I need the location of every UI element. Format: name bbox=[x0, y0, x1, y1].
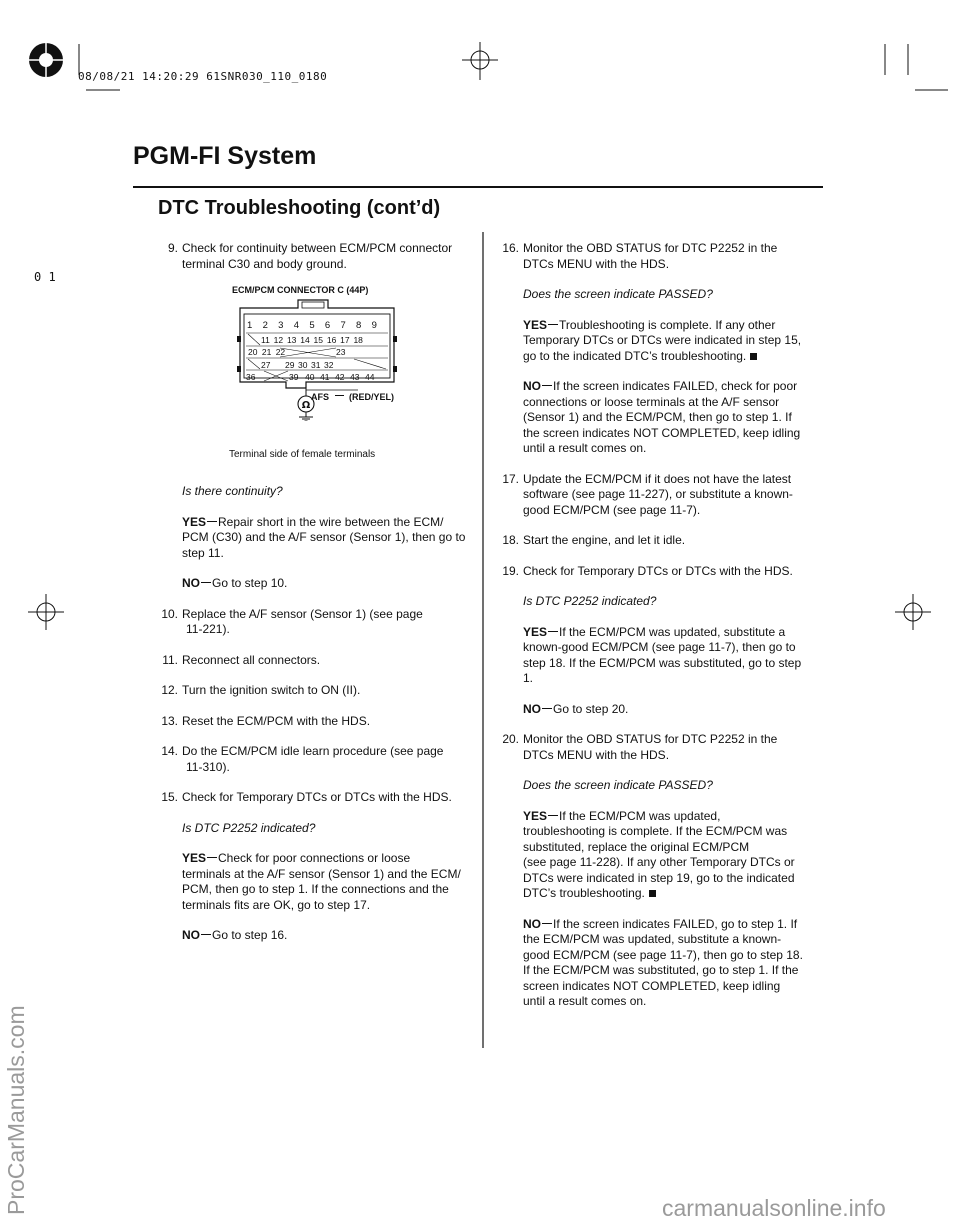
dash-icon bbox=[548, 324, 558, 325]
pin-number: 30 bbox=[298, 360, 308, 370]
print-stamp: 08/08/21 14:20:29 61SNR030_110_0180 bbox=[78, 70, 328, 83]
step-text: Reconnect all connectors. bbox=[182, 652, 321, 667]
answer-text: If the ECM/PCM was substituted, go to step 1. If the bbox=[523, 963, 799, 977]
pin-number: 9 bbox=[371, 320, 377, 331]
no-label: NO bbox=[523, 379, 541, 393]
step-text: DTCs MENU with the HDS. bbox=[523, 256, 670, 271]
pin-row-3 bbox=[248, 347, 360, 357]
answer-text: substituted, replace the original ECM/PCM bbox=[523, 839, 750, 854]
answer-text: troubleshooting is complete. If the ECM/PCM was bbox=[523, 824, 788, 838]
pin-number: 13 bbox=[286, 335, 297, 345]
step-text: 11-221). bbox=[186, 622, 230, 636]
dash-icon bbox=[207, 521, 217, 522]
step-10 bbox=[160, 607, 470, 638]
crosshair-icon bbox=[895, 594, 931, 630]
dash-icon bbox=[548, 631, 558, 632]
answer-text: step 18. If the ECM/PCM was substituted, go to step bbox=[523, 655, 802, 670]
step-text: Check for continuity between ECM/PCM connector bbox=[182, 241, 453, 255]
pin-number: 36 bbox=[246, 372, 256, 382]
question: Does the screen indicate PASSED? bbox=[523, 287, 713, 301]
pin-number: 20 bbox=[248, 347, 258, 357]
right-column bbox=[501, 241, 811, 1010]
no-label: NO bbox=[182, 576, 200, 590]
pin-number: 21 bbox=[261, 347, 272, 357]
pin-number: 16 bbox=[326, 335, 337, 345]
pin-number: 7 bbox=[340, 320, 346, 331]
pin-number: 12 bbox=[273, 335, 284, 345]
step-number: 17. bbox=[502, 471, 519, 486]
yes-branch bbox=[160, 851, 470, 913]
step-text: DTCs MENU with the HDS. bbox=[523, 747, 670, 762]
answer-text: Repair short in the wire between the ECM/ bbox=[218, 514, 444, 529]
step-text: good ECM/PCM (see page 11-7). bbox=[523, 502, 701, 517]
answer-text: step 11. bbox=[182, 545, 224, 560]
answer-text: If the screen indicates FAILED, go to step 1. If bbox=[553, 916, 798, 931]
page-title: DTC Troubleshooting (cont’d) bbox=[158, 197, 441, 219]
step-number: 14. bbox=[161, 744, 178, 758]
pin-number: 17 bbox=[340, 335, 350, 345]
no-label: NO bbox=[523, 701, 541, 716]
pin-number: 27 bbox=[261, 360, 271, 370]
answer-text: If the ECM/PCM was updated, substitute a bbox=[559, 624, 786, 639]
yes-branch bbox=[501, 318, 811, 365]
answer-text: Check for poor connections or loose bbox=[218, 851, 411, 865]
question: Is DTC P2252 indicated? bbox=[523, 594, 657, 608]
step-text: Check for Temporary DTCs or DTCs with the HDS. bbox=[523, 563, 793, 578]
registration-target-icon bbox=[22, 36, 70, 84]
yes-label: YES bbox=[182, 514, 207, 529]
step-text: Start the engine, and let it idle. bbox=[523, 533, 686, 547]
step-number: 20. bbox=[502, 732, 519, 746]
step-number: 10. bbox=[161, 606, 178, 621]
wire-label bbox=[311, 392, 394, 402]
pin-number: 6 bbox=[324, 320, 331, 331]
step-20 bbox=[501, 732, 811, 763]
answer-text: If the screen indicates FAILED, check for poor bbox=[553, 379, 798, 393]
step-number: 19. bbox=[502, 563, 519, 578]
pin-number: 40 bbox=[305, 372, 315, 382]
end-square-icon bbox=[649, 890, 656, 897]
pin-row-5 bbox=[246, 372, 381, 382]
answer-text: the screen indicates NOT COMPLETED, keep idling bbox=[523, 425, 801, 440]
answer-text: screen indicates NOT COMPLETED, keep idling bbox=[523, 978, 781, 993]
pin-row-4 bbox=[261, 360, 341, 370]
pin-row-2 bbox=[261, 335, 363, 345]
step-text: Reset the ECM/PCM with the HDS. bbox=[182, 713, 371, 728]
pin-number: 4 bbox=[293, 320, 300, 331]
connector-drawing bbox=[228, 296, 408, 421]
answer-text: until a result comes on. bbox=[523, 994, 647, 1008]
no-label: NO bbox=[523, 916, 541, 931]
answer-text: DTC’s troubleshooting. bbox=[523, 886, 645, 900]
dash-icon bbox=[201, 934, 211, 935]
answer-text: until a result comes on. bbox=[523, 441, 647, 455]
step-text: Turn the ignition switch to ON (II). bbox=[182, 683, 361, 697]
step-14 bbox=[160, 744, 470, 775]
yes-label: YES bbox=[523, 624, 548, 639]
dash-icon bbox=[201, 582, 211, 583]
dash-icon bbox=[542, 708, 552, 709]
answer-text: If the ECM/PCM was updated, bbox=[559, 808, 721, 823]
svg-text:Ω: Ω bbox=[301, 400, 311, 411]
pin-number: 41 bbox=[320, 372, 330, 382]
side-marker: 0 1 bbox=[34, 270, 56, 284]
answer-text: PCM (C30) and the A/F sensor (Sensor 1), then go to bbox=[182, 530, 466, 544]
watermark-bottom: carmanualsonline.info bbox=[662, 1195, 886, 1221]
step-16 bbox=[501, 241, 811, 272]
answer-text: known-good ECM/PCM (see page 11-7), then go to bbox=[523, 640, 796, 654]
no-branch bbox=[160, 928, 470, 944]
dash-icon bbox=[335, 395, 344, 396]
answer-text: connections or loose terminals at the A/F sensor bbox=[523, 394, 780, 409]
diagram-caption: Terminal side of female terminals bbox=[229, 449, 376, 460]
step-text: terminal C30 and body ground. bbox=[182, 256, 347, 271]
connector-title: ECM/PCM CONNECTOR C (44P) bbox=[232, 285, 369, 295]
step-text: Replace the A/F sensor (Sensor 1) (see page bbox=[182, 606, 423, 621]
crosshair-icon bbox=[462, 42, 498, 80]
left-column bbox=[160, 241, 470, 272]
step-text: Update the ECM/PCM if it does not have the latest bbox=[523, 471, 792, 486]
pin-number: 2 bbox=[262, 320, 268, 331]
question: Is DTC P2252 indicated? bbox=[182, 820, 316, 835]
step-number: 15. bbox=[161, 790, 178, 804]
answer-text: 1. bbox=[523, 671, 534, 685]
no-branch bbox=[501, 379, 811, 457]
end-square-icon bbox=[750, 353, 757, 360]
pin-number: 18 bbox=[353, 335, 363, 345]
no-branch bbox=[160, 576, 470, 592]
step-number: 13. bbox=[161, 713, 178, 728]
step-text: 11-310). bbox=[186, 759, 230, 774]
no-label: NO bbox=[182, 928, 200, 942]
answer-text: DTCs were indicated in step 19, go to the indicated bbox=[523, 870, 795, 885]
answer-text: Go to step 16. bbox=[212, 928, 288, 942]
wire-color: (RED/YEL) bbox=[349, 392, 395, 402]
pin-number: 29 bbox=[285, 360, 295, 370]
question: Does the screen indicate PASSED? bbox=[523, 778, 713, 792]
yes-branch bbox=[160, 515, 470, 562]
pin-number: 5 bbox=[309, 320, 315, 331]
step-text: Monitor the OBD STATUS for DTC P2252 in the bbox=[523, 732, 778, 746]
answer-text: Troubleshooting is complete. If any other bbox=[559, 317, 776, 332]
step-text: Monitor the OBD STATUS for DTC P2252 in the bbox=[523, 241, 778, 255]
crosshair-icon bbox=[28, 594, 64, 630]
step-text: Check for Temporary DTCs or DTCs with the HDS. bbox=[182, 790, 452, 804]
section-title: PGM-FI System bbox=[133, 142, 317, 170]
yes-branch bbox=[501, 809, 811, 902]
pin-number: 44 bbox=[365, 372, 375, 382]
step-number: 18. bbox=[502, 533, 519, 547]
yes-label: YES bbox=[182, 851, 207, 865]
yes-label: YES bbox=[523, 317, 548, 332]
pin-number: 43 bbox=[350, 372, 360, 382]
step-number: 16. bbox=[502, 241, 519, 255]
answer-text: Go to step 10. bbox=[212, 576, 288, 590]
yes-label: YES bbox=[523, 808, 548, 823]
step-15 bbox=[160, 790, 470, 806]
step-17 bbox=[501, 472, 811, 519]
step-number: 12. bbox=[161, 683, 178, 697]
pin-number: 1 bbox=[247, 320, 253, 331]
step-9 bbox=[160, 241, 470, 272]
question: Is there continuity? bbox=[182, 484, 283, 498]
step-text: software (see page 11-227), or substitute a known- bbox=[523, 487, 793, 501]
answer-text: (see page 11-228). If any other Temporary DTCs or bbox=[523, 855, 795, 869]
pin-number: 11 bbox=[261, 335, 270, 345]
pin-number: 32 bbox=[324, 360, 334, 370]
step-19 bbox=[501, 564, 811, 580]
answer-text: terminals at the A/F sensor (Sensor 1) and the ECM/ bbox=[182, 866, 461, 881]
dash-icon bbox=[542, 923, 552, 924]
dash-icon bbox=[207, 857, 217, 858]
answer-text: Go to step 20. bbox=[553, 701, 629, 716]
dash-icon bbox=[548, 815, 558, 816]
watermark-left: ProCarManuals.com bbox=[3, 1005, 29, 1215]
answer-text: Temporary DTCs or DTCs were indicated in step 15, bbox=[523, 333, 802, 347]
pin-number: 15 bbox=[313, 335, 324, 345]
header-rule bbox=[133, 186, 823, 188]
pin-number: 14 bbox=[300, 335, 310, 345]
answer-text: the ECM/PCM was updated, substitute a known- bbox=[523, 932, 782, 946]
left-column-body bbox=[160, 484, 470, 944]
answer-text: PCM, then go to step 1. If the connections and the bbox=[182, 882, 449, 896]
answer-text: go to the indicated DTC’s troubleshooting. bbox=[523, 348, 747, 363]
wire-signal-name: AFS bbox=[311, 392, 329, 402]
answer-text: good ECM/PCM (see page 11-7), then go to step 18. bbox=[523, 947, 803, 962]
answer-text: terminals fits are OK, go to step 17. bbox=[182, 897, 371, 912]
ground-symbol-icon bbox=[299, 417, 313, 421]
step-11 bbox=[160, 653, 470, 669]
pin-number: 39 bbox=[289, 372, 299, 382]
pin-number: 8 bbox=[356, 320, 362, 331]
pin-number: 23 bbox=[336, 347, 346, 357]
step-number: 9. bbox=[167, 241, 178, 255]
step-13 bbox=[160, 714, 470, 730]
step-12 bbox=[160, 683, 470, 699]
pin-number: 22 bbox=[275, 347, 286, 357]
pin-number: 3 bbox=[278, 320, 284, 331]
no-branch bbox=[501, 917, 811, 1010]
dash-icon bbox=[542, 385, 552, 386]
no-branch bbox=[501, 702, 811, 718]
step-text: Do the ECM/PCM idle learn procedure (see page bbox=[182, 744, 444, 758]
pin-number: 42 bbox=[335, 372, 345, 382]
step-number: 11. bbox=[162, 652, 178, 667]
pin-number: 31 bbox=[311, 360, 321, 370]
yes-branch bbox=[501, 625, 811, 687]
step-18 bbox=[501, 533, 811, 549]
answer-text: (Sensor 1) and the ECM/PCM, then go to step 1. If bbox=[523, 410, 792, 424]
pin-row-1 bbox=[247, 320, 377, 331]
